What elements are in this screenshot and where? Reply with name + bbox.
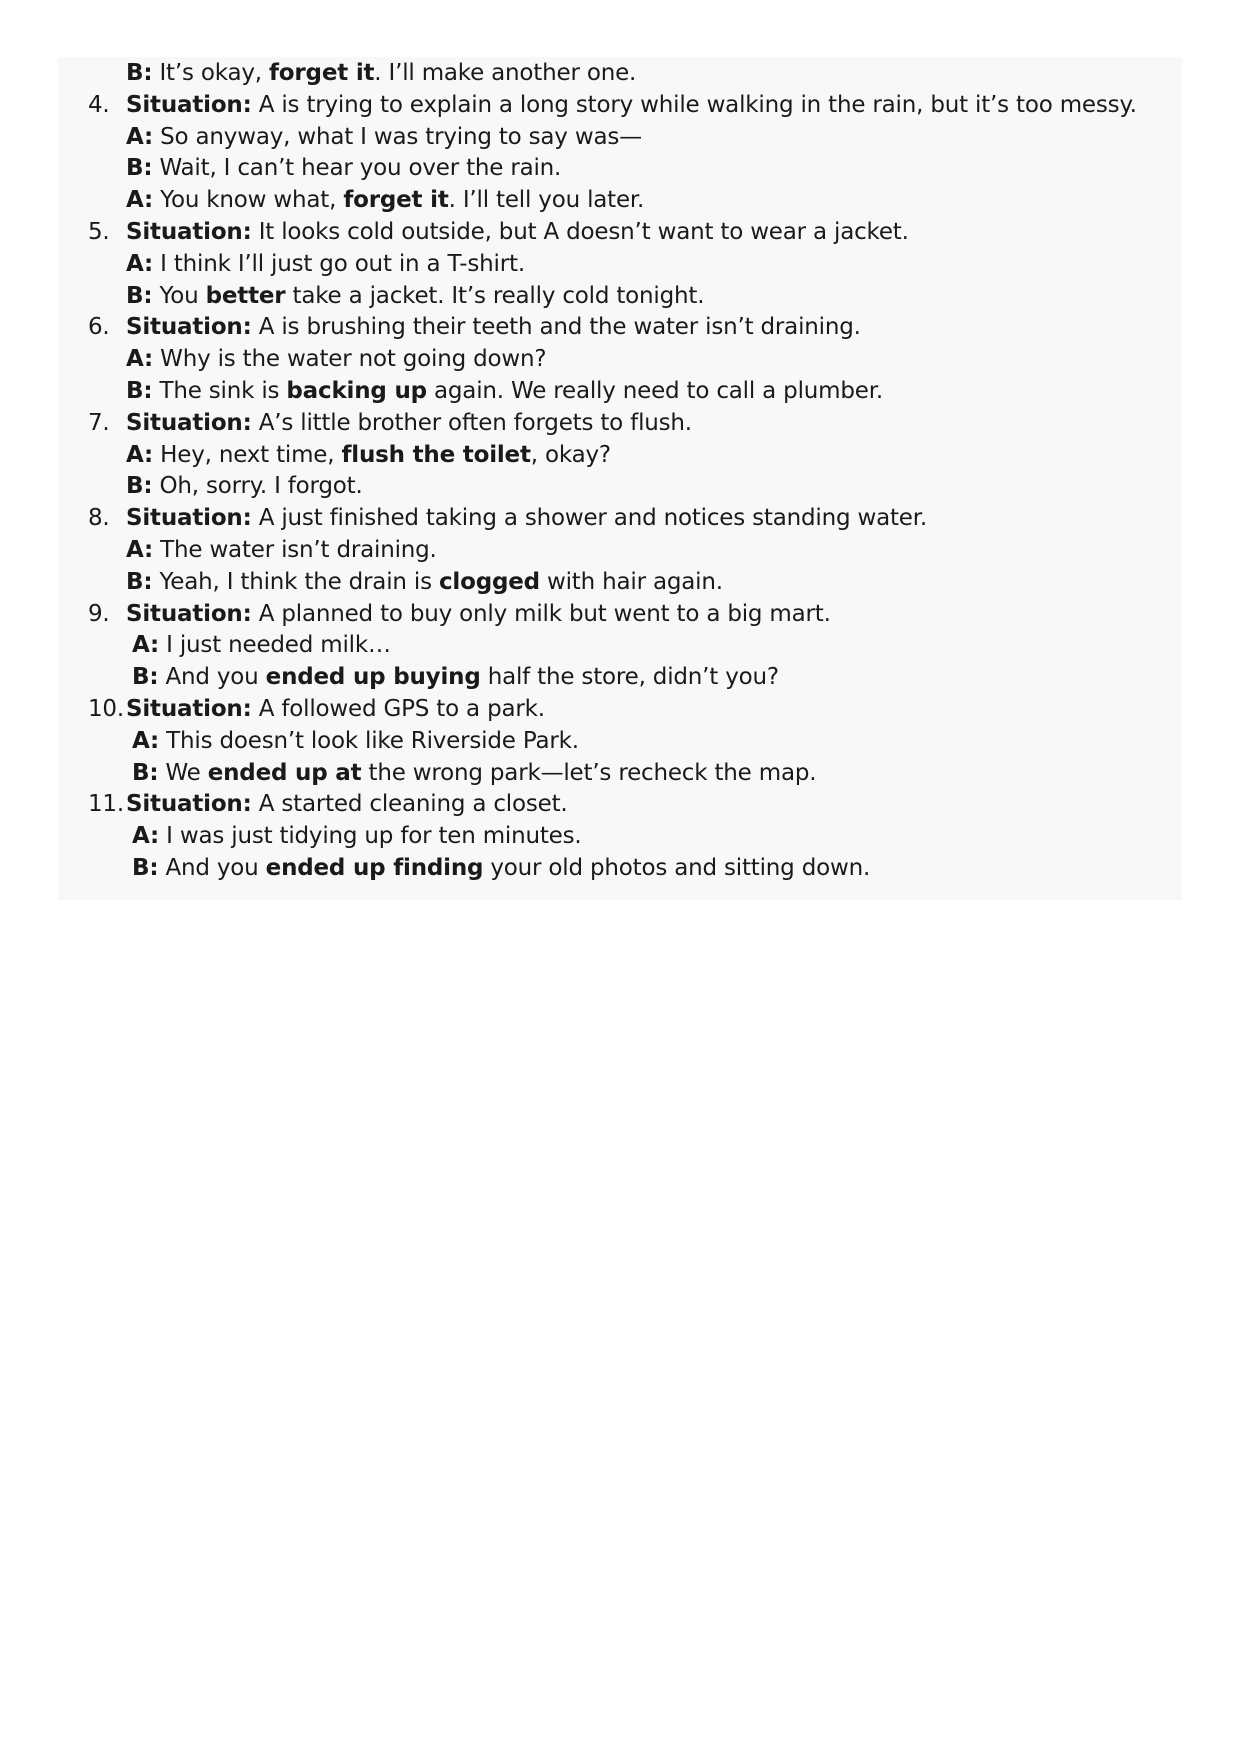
situation-line xyxy=(58,788,1182,820)
speaker-label: B: xyxy=(126,378,153,404)
key-expression: ended up buying xyxy=(265,664,481,691)
dialogue-fragment: , okay? xyxy=(530,441,611,468)
speaker-label: A: xyxy=(126,441,154,468)
situation-line xyxy=(58,502,1182,534)
dialogue-fragment: And you xyxy=(165,664,266,691)
key-expression: ended up finding xyxy=(265,855,484,881)
situation-line xyxy=(58,311,1182,343)
situation-text xyxy=(126,598,831,630)
dialogue-text xyxy=(132,820,582,852)
dialogue-fragment: I was just tidying up for ten minutes. xyxy=(166,823,582,850)
situation-description: A started cleaning a closet. xyxy=(258,791,568,818)
dialogue-text xyxy=(126,375,883,407)
dialogue-text xyxy=(132,757,816,789)
dialogue-line xyxy=(58,343,1182,375)
situation-label: Situation: xyxy=(126,409,252,436)
dialogue-text xyxy=(132,852,870,884)
speaker-label: B: xyxy=(126,568,153,595)
situation-line xyxy=(58,407,1182,439)
dialogue-fragment: And you xyxy=(165,855,266,881)
situation-description: A planned to buy only milk but went to a big mart. xyxy=(258,600,831,627)
dialogue-fragment: . I’ll tell you later. xyxy=(448,187,645,214)
speaker-label: B: xyxy=(126,155,153,182)
dialogue-fragment: . I’ll make another one. xyxy=(374,60,637,86)
dialogue-fragment: again. We really need to call a plumber. xyxy=(426,378,883,404)
situation-line xyxy=(58,598,1182,630)
speaker-label: B: xyxy=(132,759,159,786)
situation-text xyxy=(126,693,545,725)
speaker-label: A: xyxy=(126,187,154,214)
speaker-label: B: xyxy=(132,855,159,881)
dialogue-text xyxy=(126,57,636,89)
situation-text xyxy=(126,216,909,248)
dialogue-fragment: This doesn’t look like Riverside Park. xyxy=(166,727,579,754)
situation-description: A is brushing their teeth and the water isn’t draining. xyxy=(258,314,861,341)
dialogue-fragment: the wrong park—let’s recheck the map. xyxy=(361,759,817,786)
dialogue-fragment: It’s okay, xyxy=(159,60,269,86)
speaker-label: B: xyxy=(126,473,153,500)
situation-text xyxy=(126,311,861,343)
speaker-label: A: xyxy=(132,823,160,850)
situation-label: Situation: xyxy=(126,219,252,245)
situation-line xyxy=(58,216,1182,248)
dialogue-line xyxy=(58,566,1182,598)
dialogue-fragment: You xyxy=(159,282,206,309)
speaker-label: A: xyxy=(132,727,160,754)
dialogue-fragment: Why is the water not going down? xyxy=(160,346,547,373)
dialogue-line xyxy=(58,375,1182,407)
dialogue-line xyxy=(58,852,1182,884)
dialogue-fragment: take a jacket. It’s really cold tonight. xyxy=(285,282,705,309)
situation-label: Situation: xyxy=(126,505,252,532)
dialogue-line xyxy=(58,439,1182,471)
dialogue-line xyxy=(58,248,1182,280)
situation-description: A is trying to explain a long story while walking in the rain, but it’s too messy. xyxy=(258,91,1137,118)
speaker-label: B: xyxy=(126,282,153,309)
situation-line xyxy=(58,693,1182,725)
situation-text xyxy=(126,788,568,820)
speaker-label: A: xyxy=(126,537,154,563)
dialogue-fragment: I think I’ll just go out in a T-shirt. xyxy=(160,250,525,277)
dialogue-line xyxy=(58,725,1182,757)
dialogue-fragment: I just needed milk… xyxy=(166,632,391,659)
dialogue-text xyxy=(126,470,363,502)
situation-description: A just finished taking a shower and notices standing water. xyxy=(258,505,928,532)
speaker-label: A: xyxy=(126,123,154,150)
dialogue-fragment: Hey, next time, xyxy=(160,441,342,468)
dialogue-fragment: The water isn’t draining. xyxy=(160,537,437,563)
item-number: 7. xyxy=(88,409,110,436)
situation-description: It looks cold outside, but A doesn’t want to wear a jacket. xyxy=(258,219,909,245)
dialogue-text xyxy=(126,280,704,312)
dialogue-fragment: Wait, I can’t hear you over the rain. xyxy=(159,155,562,182)
situation-text xyxy=(126,89,1137,121)
dialogue-text xyxy=(132,661,779,693)
key-expression: forget it xyxy=(343,187,449,214)
dialogue-text xyxy=(126,566,723,598)
dialogue-text xyxy=(126,121,642,153)
situation-description: A’s little brother often forgets to flush. xyxy=(258,409,692,436)
dialogue-line xyxy=(58,280,1182,312)
dialogue-text xyxy=(132,725,579,757)
item-number: 11. xyxy=(88,791,124,818)
key-expression: flush the toilet xyxy=(341,441,531,468)
dialogue-text xyxy=(132,629,391,661)
speaker-label: A: xyxy=(126,346,154,373)
dialogue-text xyxy=(126,439,611,471)
item-number: 5. xyxy=(88,219,110,245)
dialogue-line xyxy=(58,820,1182,852)
worksheet-panel xyxy=(58,57,1182,900)
key-expression: backing up xyxy=(286,378,427,404)
dialogue-fragment: half the store, didn’t you? xyxy=(480,664,779,691)
item-number: 9. xyxy=(88,600,110,627)
dialogue-line xyxy=(58,152,1182,184)
situation-label: Situation: xyxy=(126,314,252,341)
dialogue-fragment: So anyway, what I was trying to say was— xyxy=(160,123,642,150)
dialogue-fragment: Yeah, I think the drain is xyxy=(159,568,439,595)
speaker-label: A: xyxy=(132,632,160,659)
dialogue-line xyxy=(58,661,1182,693)
dialogue-fragment: Oh, sorry. I forgot. xyxy=(159,473,363,500)
dialogue-text xyxy=(126,534,437,566)
dialogue-fragment: The sink is xyxy=(159,378,287,404)
situation-text xyxy=(126,502,927,534)
speaker-label: B: xyxy=(126,60,153,86)
dialogue-line xyxy=(58,757,1182,789)
situation-label: Situation: xyxy=(126,791,252,818)
item-number: 8. xyxy=(88,505,110,532)
key-expression: clogged xyxy=(438,568,540,595)
speaker-label: A: xyxy=(126,250,154,277)
dialogue-fragment: You know what, xyxy=(160,187,344,214)
dialogue-line xyxy=(58,629,1182,661)
dialogue-line xyxy=(58,534,1182,566)
dialogue-line xyxy=(58,121,1182,153)
dialogue-line xyxy=(58,184,1182,216)
situation-label: Situation: xyxy=(126,600,252,627)
situation-label: Situation: xyxy=(126,696,252,722)
situation-description: A followed GPS to a park. xyxy=(258,696,545,722)
key-expression: forget it xyxy=(269,60,375,86)
key-expression: ended up at xyxy=(207,759,362,786)
dialogue-line xyxy=(58,57,1182,89)
dialogue-text xyxy=(126,184,644,216)
dialogue-line xyxy=(58,470,1182,502)
dialogue-text xyxy=(126,152,561,184)
dialogue-text xyxy=(126,248,525,280)
item-number: 10. xyxy=(88,696,124,722)
item-number: 6. xyxy=(88,314,110,341)
situation-label: Situation: xyxy=(126,91,252,118)
situation-text xyxy=(126,407,692,439)
dialogue-fragment: with hair again. xyxy=(539,568,723,595)
dialogue-text xyxy=(126,343,546,375)
dialogue-fragment: We xyxy=(165,759,208,786)
dialogue-fragment: your old photos and sitting down. xyxy=(483,855,871,881)
situation-line xyxy=(58,89,1182,121)
item-number: 4. xyxy=(88,91,110,118)
key-expression: better xyxy=(205,282,286,309)
speaker-label: B: xyxy=(132,664,159,691)
